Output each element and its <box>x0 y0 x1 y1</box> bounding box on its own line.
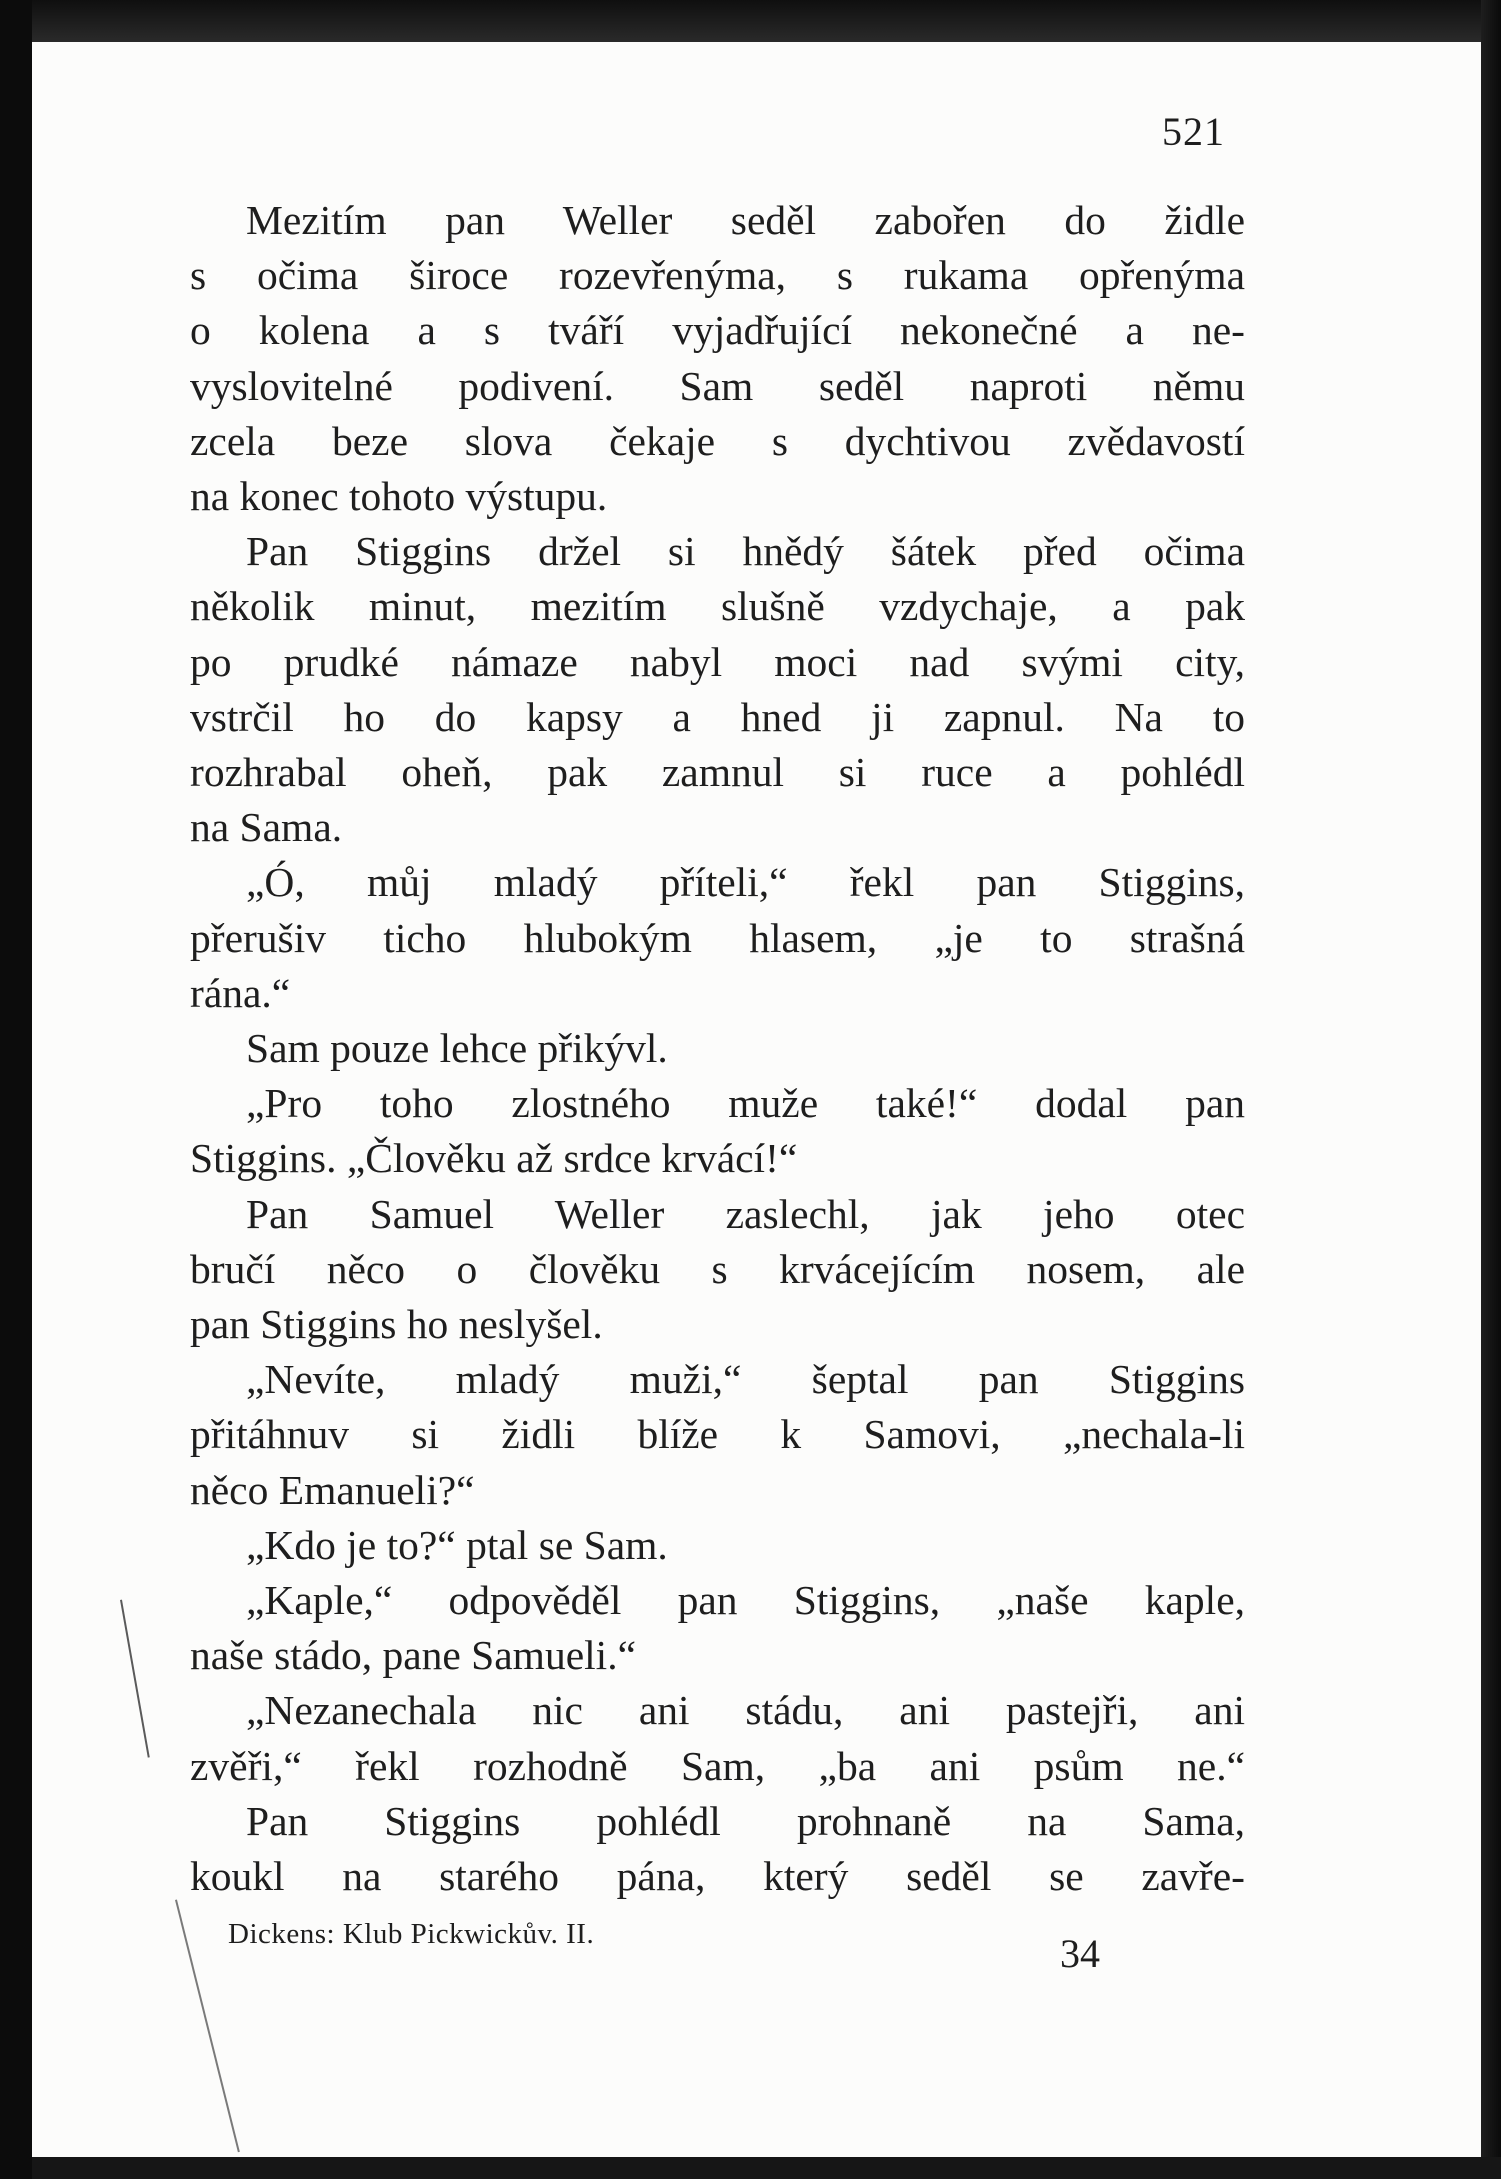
scan-edge-right <box>1481 0 1501 2179</box>
text-line: zvěři,“ řekl rozhodně Sam, „ba ani psům ne.“ <box>190 1742 1245 1789</box>
text-line: něco Emanueli?“ <box>190 1466 475 1513</box>
text-line: Stiggins. „Člověku až srdce krvácí!“ <box>190 1135 798 1182</box>
text-line: naše stádo, pane Samueli.“ <box>190 1632 636 1679</box>
text-line: „Kaple,“ odpověděl pan Stiggins, „naše kaple, <box>246 1577 1245 1624</box>
text-line: o kolena a s tváří vyjadřující nekonečné a ne- <box>190 307 1245 354</box>
text-line: „Pro toho zlostného muže také!“ dodal pan <box>246 1080 1245 1127</box>
text-line: „Nezanechala nic ani stádu, ani pastejři, ani <box>246 1687 1245 1734</box>
scan-edge-top <box>32 0 1501 42</box>
printer-signature: 34 <box>1060 1931 1100 1976</box>
text-line: na konec tohoto výstupu. <box>190 473 608 520</box>
text-line: několik minut, mezitím slušně vzdychaje, a pak <box>190 583 1245 630</box>
text-line: zcela beze slova čekaje s dychtivou zvědavostí <box>190 417 1245 464</box>
text-line: Pan Stiggins držel si hnědý šátek před očima <box>246 528 1245 575</box>
text-line: Pan Samuel Weller zaslechl, jak jeho otec <box>246 1190 1245 1237</box>
text-line: přitáhnuv si židli blíže k Samovi, „nechala-li <box>190 1411 1245 1458</box>
body-text <box>190 193 1245 1904</box>
text-line: vyslovitelné podivení. Sam seděl naproti němu <box>190 362 1245 409</box>
page-number: 521 <box>1162 109 1225 154</box>
text-line: po prudké námaze nabyl moci nad svými city, <box>190 638 1245 685</box>
text-line: „Kdo je to?“ ptal se Sam. <box>246 1521 668 1568</box>
text-line: „Ó, můj mladý příteli,“ řekl pan Stiggins, <box>246 859 1245 906</box>
scan-edge-bottom <box>32 2157 1501 2179</box>
text-line: koukl na starého pána, který seděl se zavře- <box>190 1853 1245 1900</box>
text-line: „Nevíte, mladý muži,“ šeptal pan Stiggins <box>246 1356 1245 1403</box>
text-line: přerušiv ticho hlubokým hlasem, „je to strašná <box>190 914 1245 961</box>
text-line: Mezitím pan Weller seděl zabořen do židle <box>246 197 1245 243</box>
text-line: s očima široce rozevřenýma, s rukama opřenýma <box>190 252 1245 299</box>
text-line: pan Stiggins ho neslyšel. <box>190 1301 603 1348</box>
text-line: bručí něco o člověku s krvácejícím nosem, ale <box>190 1245 1245 1292</box>
text-line: vstrčil ho do kapsy a hned ji zapnul. Na to <box>190 693 1245 740</box>
scan-edge-left <box>0 0 32 2179</box>
text-line: Sam pouze lehce přikývl. <box>246 1025 668 1072</box>
text-line: na Sama. <box>190 804 343 851</box>
text-line: rozhrabal oheň, pak zamnul si ruce a pohlédl <box>190 749 1245 796</box>
text-line: rána.“ <box>190 969 291 1016</box>
page-footer: Dickens: Klub Pickwickův. II. <box>228 1918 595 1950</box>
text-line: Pan Stiggins pohlédl prohnaně na Sama, <box>246 1797 1245 1844</box>
